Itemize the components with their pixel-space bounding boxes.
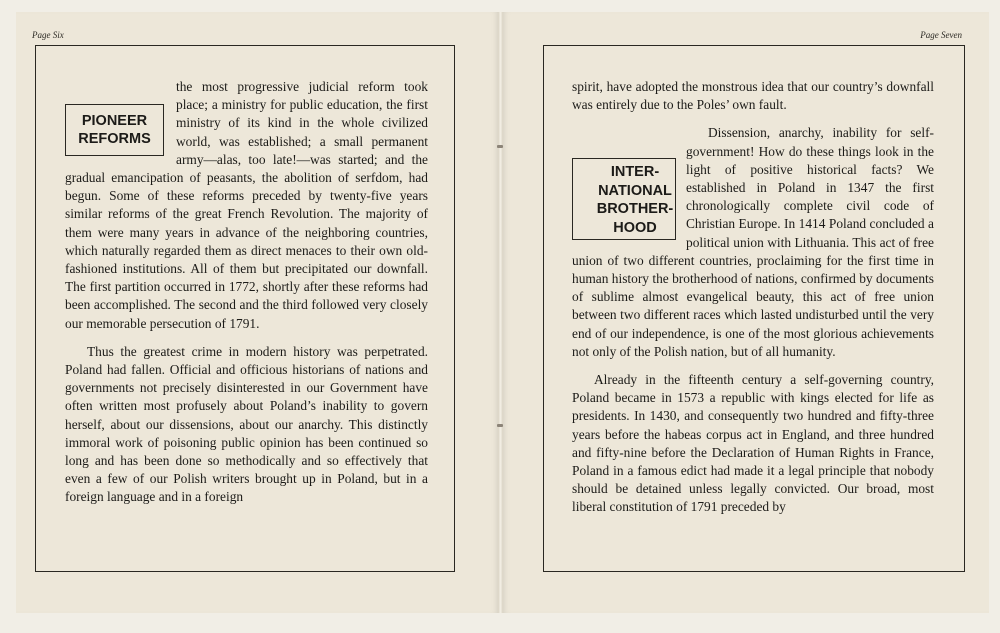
sidebar-line: PIONEER [81, 113, 148, 129]
sidebar-line: INTER- [610, 164, 660, 181]
right-paragraph-1: spirit, have adopted the monstrous idea that our country’s downfall was entirely due to the Poles’ own fault. [572, 79, 934, 113]
page-number-right: Page Seven [920, 30, 962, 40]
left-paragraph-1 [65, 78, 428, 333]
right-page-text [572, 78, 934, 517]
sidebar-box-pioneer-reforms [65, 104, 164, 156]
page-number-left: Page Six [32, 30, 64, 40]
staple-bottom [497, 424, 503, 427]
staple-top [497, 145, 503, 148]
sidebar-box-international-brotherhood [572, 158, 676, 240]
sidebar-line: NATIONAL [598, 182, 672, 199]
right-paragraph-2 [572, 124, 934, 361]
left-paragraph-2: Thus the greatest crime in modern history was perpetrated. Poland had fallen. Official and officious historians of nations and governments not precisely disinterested in our Government have often written most profusely about Poland’s inability to govern herself, about our dissensions, about our anarchy. This distinctly immoral work of poisoning public opinion has been continued so long and has been done so methodically and so effectively that even a few of our Polish writers brought up in Poland, but in a foreign language and in a foreign [65, 343, 428, 505]
left-paragraph-1-text: the most progressive judicial reform took place; a ministry for public education, the first ministry of its kind in the whole civilized world, was established; a small permanent army—alas, too late!—was started; and the gradual emancipation of peasants, the abolition of serfdom, had begun. Some of these reforms preceded by twenty-five years similar reforms of the great French Revolution. The majority of them were many years in advance of the neighboring countries, which naturally regarded them as direct menaces to their own old-fashioned institutions. All of them but precipitated our downfall. The first partition occurred in 1772, shortly after these reforms had been accomplished. The second and the third followed very closely our memorable persecution of 1791. [65, 79, 428, 331]
book-gutter [498, 12, 503, 613]
right-paragraph-3: Already in the fifteenth century a self-governing country, Poland became in 1573 a republic with kings elected for life as presidents. In 1430, and consequently two hundred and fifty-three years before the habeas corpus act in England, and three hundred and fifty-nine before the Declaration of Human Rights in France, Poland in a famous edict had made it a legal principle that nobody should be detained unless legally convicted. Our broad, most liberal constitution of 1791 preceded by [572, 372, 934, 515]
right-paragraph-2-text: Dissension, anarchy, inability for self-government! How do these things look in the light of positive historical facts? We established in Poland in 1347 the first chronologically complete civil code of Christian Europe. In 1414 Poland concluded a political union with Lithuania. This act of free union of two different countries, proclaiming for the first time in human history the brotherhood of nations, confirmed by documents of sublime almost evangelical beauty, this act of free union between two different races which lasted undisturbed until the very end of our independence, is one of the most glorious achievements not only of the Polish nation, but of all humanity. [572, 125, 934, 359]
sidebar-line: BROTHER- [596, 201, 674, 218]
left-page-text [65, 78, 428, 507]
sidebar-line: REFORMS [78, 131, 151, 147]
sidebar-line: HOOD [613, 219, 657, 236]
